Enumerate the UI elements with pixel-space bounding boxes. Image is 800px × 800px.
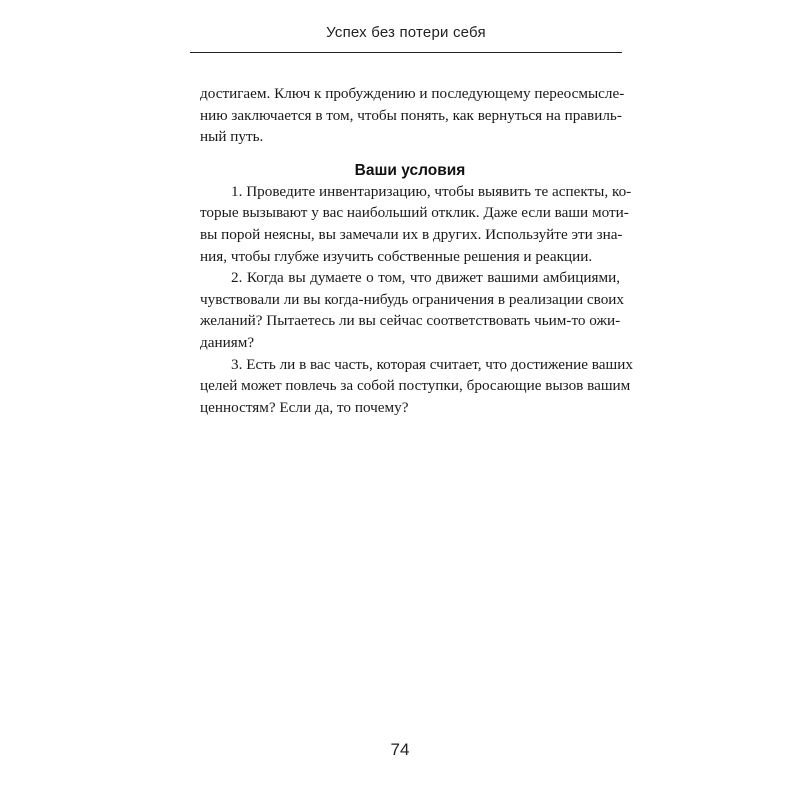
list-item-2 (200, 267, 625, 353)
intro-line: достигаем. Ключ к пробуждению и последующему переосмысле- (200, 85, 625, 102)
list-item-3 (200, 354, 633, 419)
item-line: даниям? (200, 333, 255, 351)
intro-paragraph (200, 83, 625, 148)
item-line: чувствовали ли вы когда-нибудь ограничения в реализации своих (200, 290, 625, 308)
page-number: 74 (390, 740, 410, 759)
intro-line: ный путь. (200, 128, 264, 146)
item-line: торые вызывают у вас наибольший отклик. Даже если ваши моти- (200, 204, 629, 222)
item-line: 2. Когда вы думаете о том, что движет вашими амбициями, (231, 269, 620, 287)
section-title: Ваши условия (354, 161, 466, 179)
item-line: желаний? Пытаетесь ли вы сейчас соответствовать чьим-то ожи- (200, 312, 621, 330)
item-line: ния, чтобы глубже изучить собственные решения и реакции. (200, 247, 593, 265)
intro-line: нию заключается в том, чтобы понять, как вернуться на правиль- (200, 106, 622, 124)
running-header: Успех без потери себя (326, 24, 486, 41)
item-line: вы порой неясны, вы замечали их в других. Используйте эти зна- (200, 225, 623, 243)
item-line: ценностям? Если да, то почему? (200, 398, 409, 416)
header-rule (190, 52, 622, 53)
item-line: целей может повлечь за собой поступки, бросающие вызов вашим (200, 377, 631, 395)
item-line: 3. Есть ли в вас часть, которая считает, что достижение ваших (231, 355, 633, 373)
page-body (200, 83, 633, 418)
list-item-1 (200, 181, 632, 267)
item-line: 1. Проведите инвентаризацию, чтобы выявить те аспекты, ко- (231, 182, 632, 200)
